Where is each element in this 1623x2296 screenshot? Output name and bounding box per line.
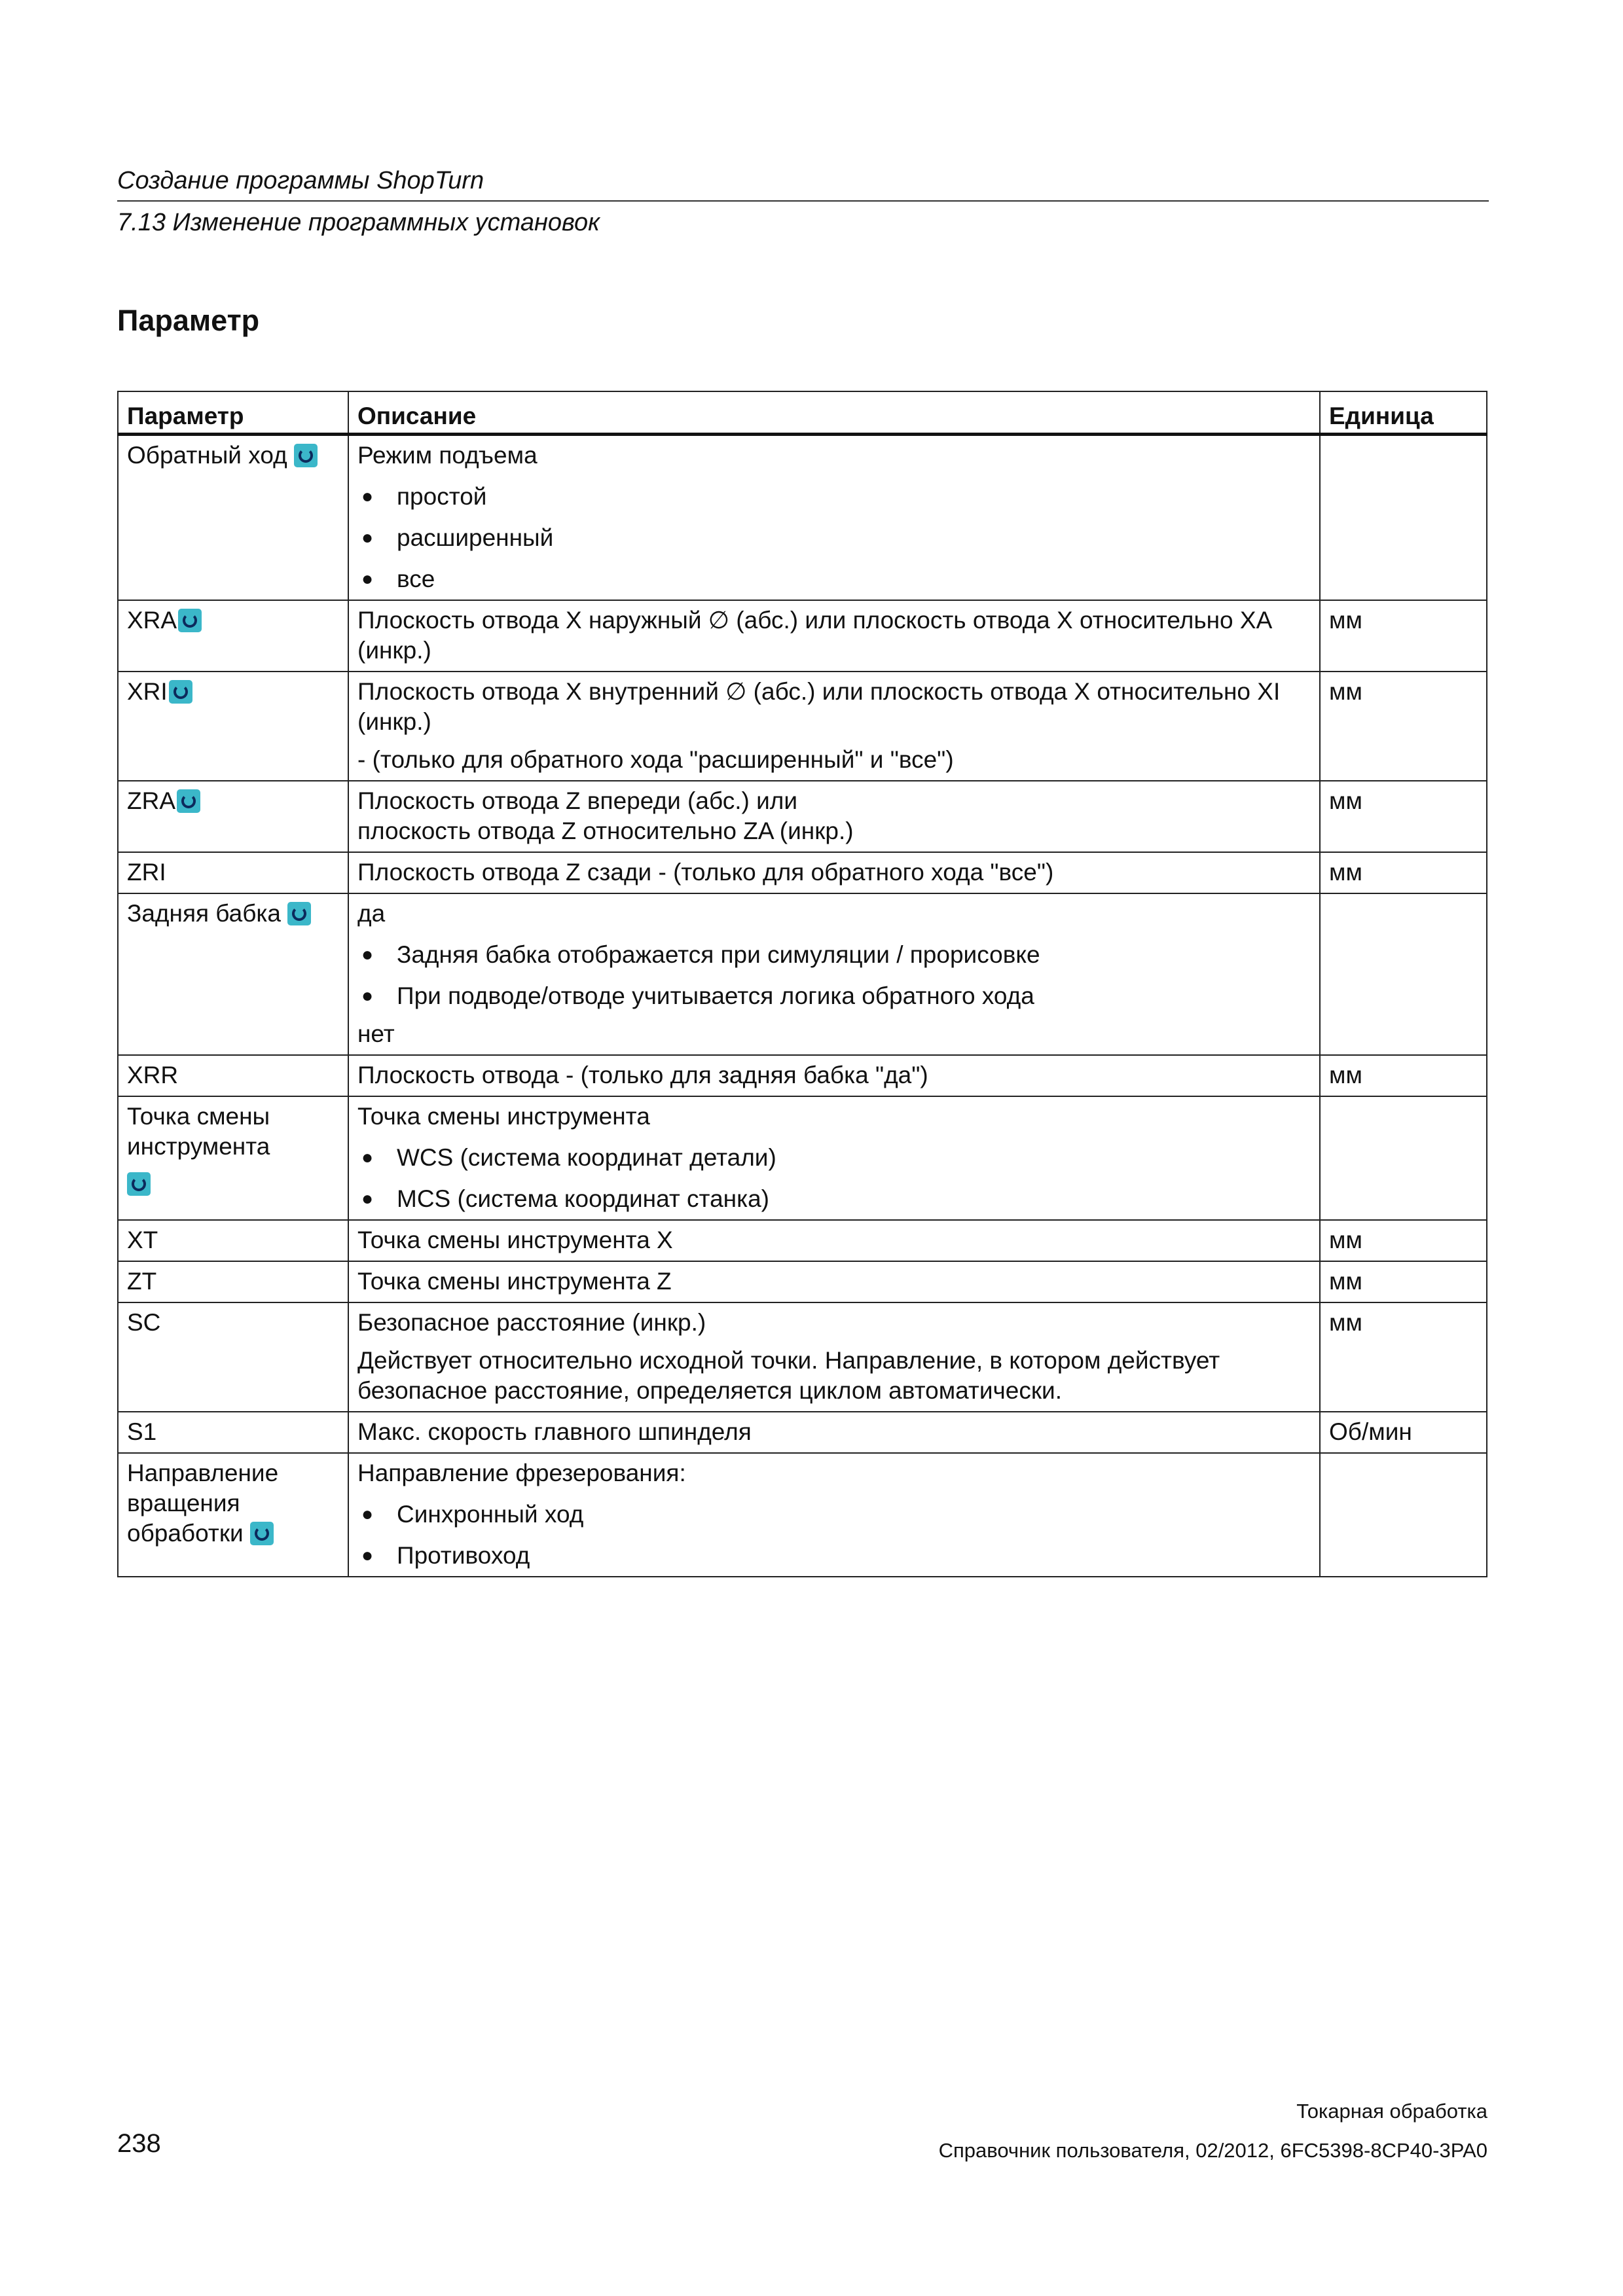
unit-cell: мм [1320,600,1487,672]
description-text: Плоскость отвода X внутренний ∅ (абс.) или плоскость отвода X относительно XI (инкр.) [357,678,1281,735]
list-item [357,940,1311,970]
footer-doc-reference: Справочник пользователя, 02/2012, 6FC5398-8CP40-3PA0 [938,2139,1487,2162]
page-number: 238 [117,2129,161,2158]
description-cell [348,1302,1320,1412]
description-cell [348,435,1320,601]
bullet-icon: ● [361,944,374,965]
list-item-text: Противоход [397,1542,530,1569]
list-item-text: простой [397,483,487,510]
bullet-icon: ● [361,985,374,1007]
description-text: нет [357,1020,395,1047]
description-cell [348,852,1320,893]
description-text: Точка смены инструмента X [357,1227,673,1253]
param-name: ZRA [127,787,175,814]
unit-cell: мм [1320,1220,1487,1261]
param-cell [118,600,348,672]
list-item-text: Задняя бабка отображается при симуляции / прорисовке [397,941,1040,968]
param-cell [118,1055,348,1096]
description-cell [348,1453,1320,1577]
bullet-icon: ● [361,1545,374,1566]
unit-cell: мм [1320,1055,1487,1096]
header-param: Параметр [118,391,348,435]
table-row [118,672,1487,781]
param-name: XT [127,1227,158,1253]
description-text: Точка смены инструмента Z [357,1268,672,1295]
description-text: Плоскость отвода Z сзади - (только для обратного хода "все") [357,859,1054,886]
bullet-icon: ● [361,568,374,590]
parameter-table [117,391,1487,1577]
description-cell [348,781,1320,852]
cycle-toggle-icon [178,609,202,632]
description-cell [348,1220,1320,1261]
unit-cell [1320,435,1487,601]
list-item-text: Синхронный ход [397,1501,584,1528]
list-item-text: При подводе/отводе учитывается логика обратного хода [397,982,1034,1009]
list-item [357,564,1311,594]
bullet-icon: ● [361,1188,374,1210]
description-note: - (только для обратного хода "расширенный" и "все") [357,746,954,773]
table-row [118,600,1487,672]
param-cell [118,781,348,852]
chapter-title: Создание программы ShopTurn [117,167,484,194]
table-row [118,1220,1487,1261]
cycle-toggle-icon [177,789,200,813]
list-item-text: все [397,565,435,592]
table-row [118,893,1487,1055]
unit-cell: мм [1320,1302,1487,1412]
cycle-toggle-icon [250,1522,274,1545]
param-name: XRA [127,607,177,634]
footer-doc-info [939,2098,1487,2164]
table-row [118,1055,1487,1096]
description-text: Макс. скорость главного шпинделя [357,1418,752,1445]
unit-cell: мм [1320,1261,1487,1302]
param-name: ZRI [127,859,166,886]
description-cell [348,1096,1320,1220]
param-cell [118,893,348,1055]
description-cell [348,893,1320,1055]
description-cell [348,1055,1320,1096]
table-row [118,1302,1487,1412]
table-row [118,435,1487,601]
table-row [118,781,1487,852]
unit-cell [1320,1096,1487,1220]
table-header-row [118,391,1487,435]
param-cell [118,1261,348,1302]
description-text: Действует относительно исходной точки. Направление, в котором действует безопасное расстояние, определяется циклом автоматически. [357,1347,1220,1404]
param-name: SC [127,1309,161,1336]
param-name: Точка смены инструмента [127,1103,270,1160]
param-cell [118,435,348,601]
param-name: Направление вращения обработки [127,1460,279,1547]
param-cell [118,1220,348,1261]
list-item-text: WCS (система координат детали) [397,1144,776,1171]
footer-doc-title: Токарная обработка [1296,2100,1487,2123]
unit-cell [1320,893,1487,1055]
description-text: Плоскость отвода X наружный ∅ (абс.) или плоскость отвода X относительно XA (инкр.) [357,607,1271,664]
description-text: Плоскость отвода - (только для задняя бабка "да") [357,1062,928,1088]
list-item [357,482,1311,512]
description-text: Направление фрезерования: [357,1460,686,1486]
description-text: Режим подъема [357,442,538,469]
cycle-toggle-icon [127,1172,151,1196]
description-text: Плоскость отвода Z впереди (абс.) или [357,787,798,814]
bullet-icon: ● [361,527,374,548]
description-cell [348,1261,1320,1302]
list-item-text: MCS (система координат станка) [397,1185,770,1212]
running-header [117,165,1489,238]
param-cell [118,672,348,781]
section-subtitle: 7.13 Изменение программных установок [117,209,600,236]
param-cell [118,1453,348,1577]
unit-cell: Об/мин [1320,1412,1487,1453]
list-item [357,1143,1311,1173]
param-cell [118,1096,348,1220]
unit-cell: мм [1320,852,1487,893]
param-name: Обратный ход [127,442,287,469]
list-item [357,523,1311,553]
description-text: да [357,900,386,927]
param-name: Задняя бабка [127,900,281,927]
description-cell [348,672,1320,781]
header-unit: Единица [1320,391,1487,435]
bullet-icon: ● [361,486,374,507]
param-cell [118,1302,348,1412]
table-row [118,1412,1487,1453]
unit-cell [1320,1453,1487,1577]
bullet-icon: ● [361,1503,374,1525]
param-cell [118,1412,348,1453]
description-cell [348,1412,1320,1453]
table-row [118,1453,1487,1577]
description-text: Безопасное расстояние (инкр.) [357,1309,706,1336]
page-title: Параметр [117,304,260,337]
description-text: плоскость отвода Z относительно ZA (инкр.) [357,817,854,844]
header-description: Описание [348,391,1320,435]
description-cell [348,600,1320,672]
table-row [118,1096,1487,1220]
param-name: XRR [127,1062,179,1088]
unit-cell: мм [1320,672,1487,781]
unit-cell: мм [1320,781,1487,852]
description-text: Точка смены инструмента [357,1103,650,1130]
param-cell [118,852,348,893]
list-item [357,1541,1311,1571]
header-rule [117,200,1489,202]
table-row [118,1261,1487,1302]
cycle-toggle-icon [169,680,192,704]
cycle-toggle-icon [294,444,318,467]
param-name: ZT [127,1268,157,1295]
list-item [357,1184,1311,1214]
list-item-text: расширенный [397,524,554,551]
list-item [357,1499,1311,1530]
table-row [118,852,1487,893]
param-name: XRI [127,678,168,705]
bullet-icon: ● [361,1147,374,1168]
list-item [357,981,1311,1011]
param-name: S1 [127,1418,157,1445]
cycle-toggle-icon [287,902,311,925]
